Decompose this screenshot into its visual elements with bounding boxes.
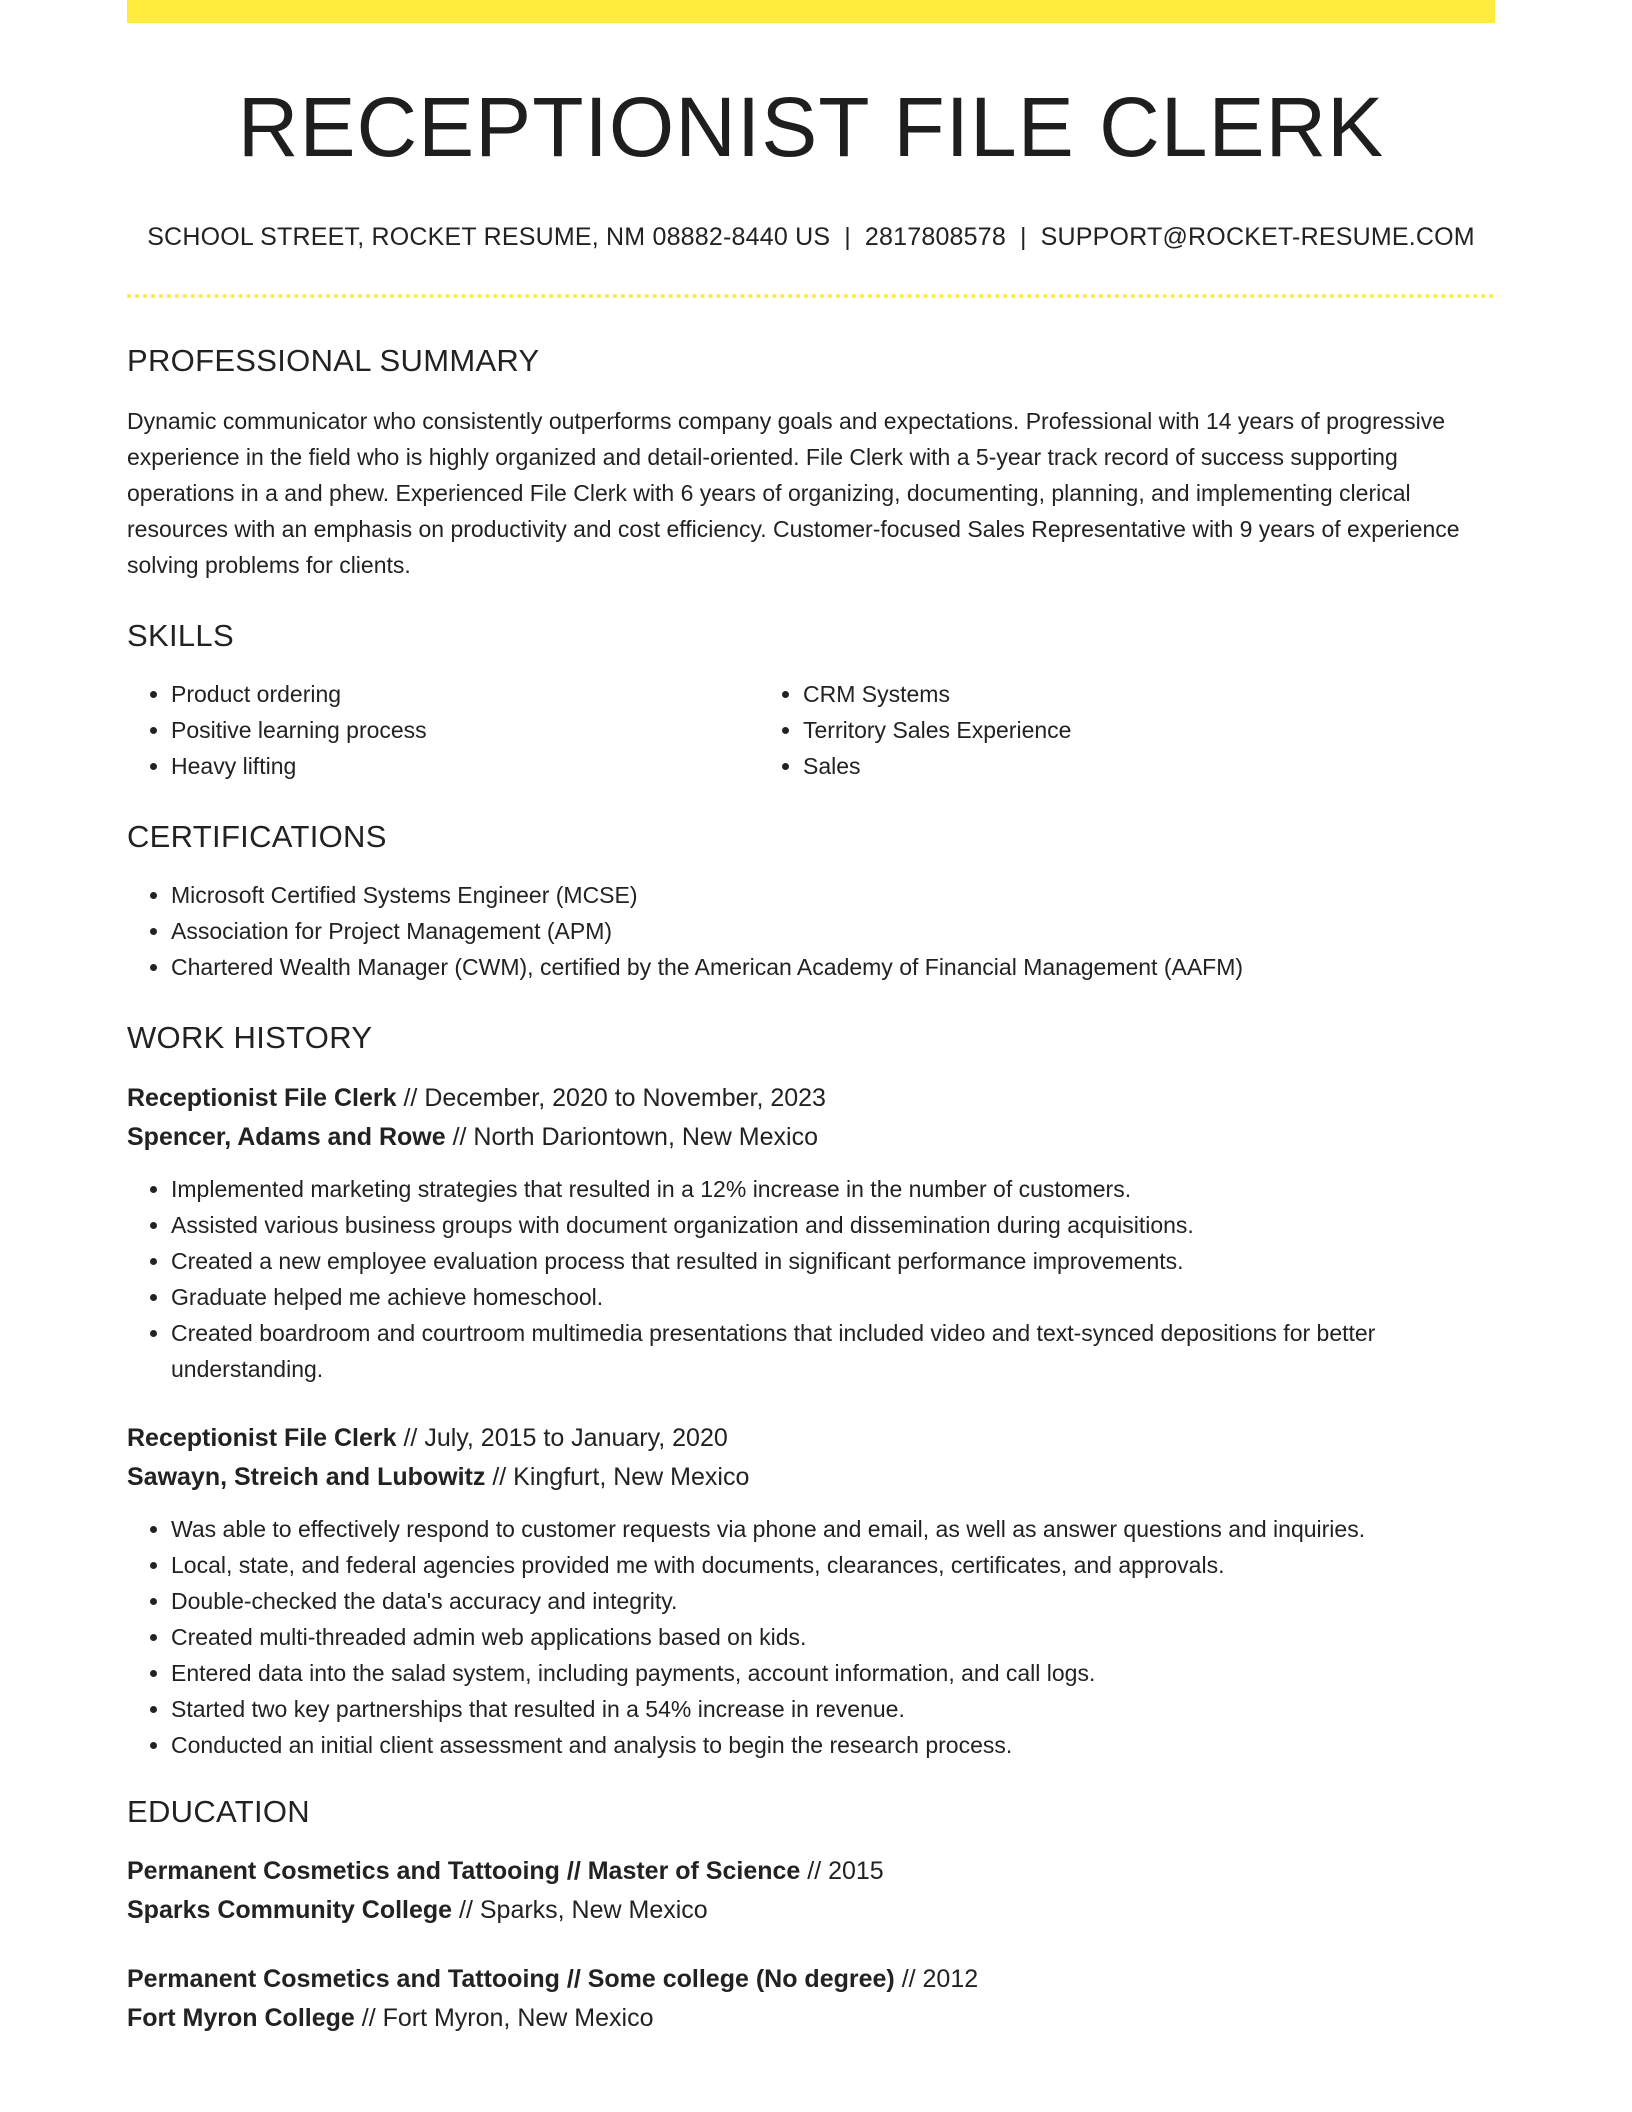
education-degree-line	[127, 1852, 1495, 1891]
job-company: Spencer, Adams and Rowe	[127, 1122, 446, 1151]
resume-name: RECEPTIONIST FILE CLERK	[237, 80, 1385, 174]
job-company-line	[127, 1118, 1495, 1157]
job-bullets	[127, 1171, 1495, 1387]
education-entry	[127, 1852, 1495, 1930]
skill-item: • Positive learning process	[171, 712, 759, 748]
education-entry	[127, 1960, 1495, 2038]
summary-section	[127, 342, 1495, 583]
skill-item: • Heavy lifting	[171, 748, 759, 784]
job-bullet: • Implemented marketing strategies that resulted in a 12% increase in the number of customers.	[171, 1171, 1495, 1207]
job-bullets	[127, 1511, 1495, 1763]
certification-item: • Chartered Wealth Manager (CWM), certified by the American Academy of Financial Management (AAFM)	[171, 949, 1495, 985]
skill-item: • Product ordering	[171, 676, 759, 712]
job-entry	[127, 1419, 1495, 1763]
education-year: // 2012	[894, 1964, 979, 1993]
job-dates: // December, 2020 to November, 2023	[396, 1083, 826, 1112]
job-bullet: • Double-checked the data's accuracy and integrity.	[171, 1583, 1495, 1619]
job-bullet: • Started two key partnerships that resulted in a 54% increase in revenue.	[171, 1691, 1495, 1727]
job-role: Receptionist File Clerk	[127, 1423, 397, 1452]
skill-item: • Territory Sales Experience	[803, 712, 1391, 748]
education-degree: Permanent Cosmetics and Tattooing // Master of Science	[127, 1856, 801, 1885]
work-history-heading: WORK HISTORY	[127, 1020, 373, 1056]
education-location: // Sparks, New Mexico	[452, 1895, 708, 1924]
job-header	[127, 1079, 1495, 1157]
contact-separator: |	[844, 223, 851, 252]
education-school: Fort Myron College	[127, 2003, 355, 2032]
education-degree-line	[127, 1960, 1495, 1999]
education-school-line	[127, 1891, 1495, 1930]
certification-item: • Association for Project Management (APM)	[171, 913, 1495, 949]
job-role-line	[127, 1419, 1495, 1458]
job-bullet: • Entered data into the salad system, including payments, account information, and call logs.	[171, 1655, 1495, 1691]
job-bullet: • Was able to effectively respond to customer requests via phone and email, as well as answer questions and inquiries.	[171, 1511, 1495, 1547]
summary-heading: PROFESSIONAL SUMMARY	[127, 342, 540, 378]
education-section	[127, 1793, 1495, 2038]
contact-line	[127, 221, 1495, 254]
job-bullet: • Created multi-threaded admin web applications based on kids.	[171, 1619, 1495, 1655]
job-bullet: • Conducted an initial client assessment and analysis to begin the research process.	[171, 1727, 1495, 1763]
skill-item: • Sales	[803, 748, 1391, 784]
education-school: Sparks Community College	[127, 1895, 453, 1924]
job-bullet: • Created boardroom and courtroom multimedia presentations that included video and text-synced depositions for better understanding.	[171, 1315, 1495, 1387]
skills-list-left	[127, 676, 759, 784]
contact-separator: |	[1019, 223, 1027, 252]
job-location: // Kingfurt, New Mexico	[485, 1462, 750, 1491]
education-school-line	[127, 1999, 1495, 2038]
certification-item: • Microsoft Certified Systems Engineer (MCSE)	[171, 877, 1495, 913]
job-location: // North Dariontown, New Mexico	[445, 1122, 818, 1151]
job-bullet: • Local, state, and federal agencies provided me with documents, clearances, certificates, and approvals.	[171, 1547, 1495, 1583]
job-role: Receptionist File Clerk	[127, 1083, 397, 1112]
contact-address: SCHOOL STREET, ROCKET RESUME, NM 08882-8440 US	[147, 223, 831, 252]
education-location: // Fort Myron, New Mexico	[354, 2003, 654, 2032]
top-accent-bar	[127, 0, 1495, 23]
job-bullet: • Graduate helped me achieve homeschool.	[171, 1279, 1495, 1315]
job-header	[127, 1419, 1495, 1497]
skills-list-right	[759, 676, 1391, 784]
contact-email: SUPPORT@ROCKET-RESUME.COM	[1040, 223, 1475, 252]
education-heading: EDUCATION	[127, 1793, 310, 1829]
skills-heading: SKILLS	[127, 618, 234, 654]
job-entry	[127, 1079, 1495, 1387]
dotted-divider	[127, 294, 1495, 298]
resume-page	[127, 0, 1495, 2038]
skill-item: • CRM Systems	[803, 676, 1391, 712]
certifications-heading: CERTIFICATIONS	[127, 819, 387, 855]
contact-phone: 2817808578	[864, 223, 1006, 252]
job-company: Sawayn, Streich and Lubowitz	[127, 1462, 486, 1491]
skills-section	[127, 617, 1495, 784]
summary-text: Dynamic communicator who consistently outperforms company goals and expectations. Professional with 14 years of progressive experience in the field who is highly organized and detail-oriented. File Clerk with a 5-year track record of success supporting operations in a and phew. Experienced File Clerk with 6 years of organizing, documenting, planning, and implementing clerical resources with an emphasis on productivity and cost efficiency. Customer-focused Sales Representative with 9 years of experience solving problems for clients.	[127, 408, 1460, 579]
certifications-list	[127, 877, 1495, 985]
job-bullet: • Assisted various business groups with document organization and dissemination during acquisitions.	[171, 1207, 1495, 1243]
job-role-line	[127, 1079, 1495, 1118]
job-bullet: • Created a new employee evaluation process that resulted in significant performance improvements.	[171, 1243, 1495, 1279]
job-company-line	[127, 1458, 1495, 1497]
job-dates: // July, 2015 to January, 2020	[396, 1423, 728, 1452]
skills-grid	[127, 676, 1495, 784]
certifications-section	[127, 818, 1495, 985]
education-year: // 2015	[800, 1856, 884, 1885]
work-history-section	[127, 1019, 1495, 1762]
education-degree: Permanent Cosmetics and Tattooing // Some college (No degree)	[127, 1964, 895, 1993]
